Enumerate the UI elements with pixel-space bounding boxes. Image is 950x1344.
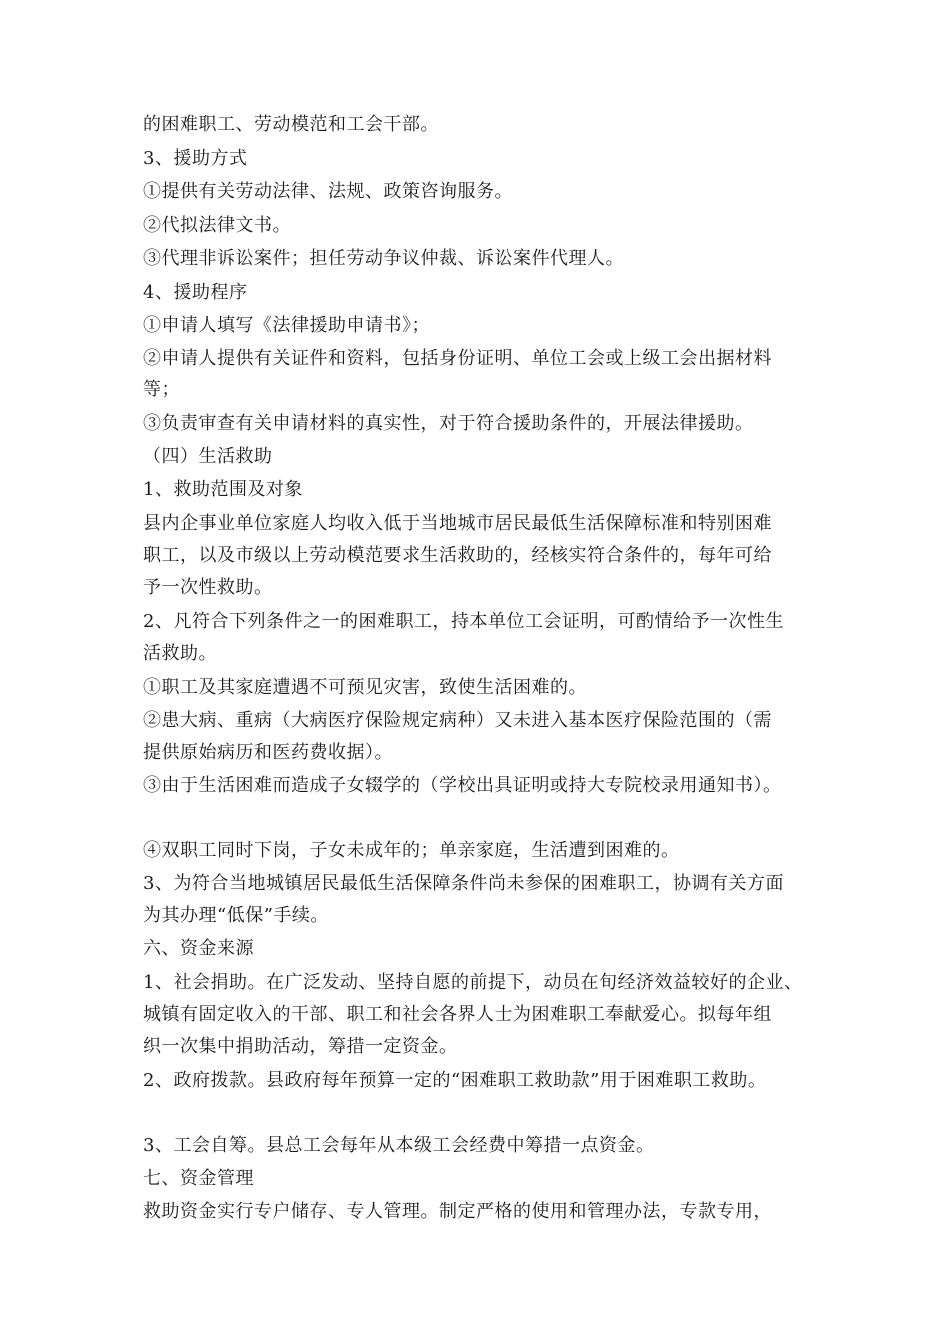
text-line: 的困难职工、劳动模范和工会干部。 [143, 114, 439, 135]
text-line: 2、凡符合下列条件之一的困难职工，持本单位工会证明，可酌情给予一次性生 [143, 611, 784, 632]
text-line: 1、社会捐助。在广泛发动、坚持自愿的前提下，动员在旬经济效益较好的企业、 [143, 972, 803, 993]
list-item: ③代理非诉讼案件；担任劳动争议仲裁、诉讼案件代理人。 [143, 248, 624, 269]
list-item: ②患大病、重病（大病医疗保险规定病种）又未进入基本医疗保险范围的（需 [143, 710, 772, 731]
text-line: 2、政府拨款。县政府每年预算一定的“困难职工救助款”用于困难职工救助。 [143, 1070, 767, 1091]
text-line: 县内企事业单位家庭人均收入低于当地城市居民最低生活保障标准和特别困难 [143, 513, 772, 534]
text-line: 为其办理“低保”手续。 [143, 905, 329, 926]
list-item: ②申请人提供有关证件和资料，包括身份证明、单位工会或上级工会出据材料 [143, 348, 772, 369]
section-heading: 七、资金管理 [143, 1168, 254, 1189]
text-line: 职工，以及市级以上劳动模范要求生活救助的，经核实符合条件的，每年可给 [143, 545, 772, 566]
list-item: ①职工及其家庭遭遇不可预见灾害，致使生活困难的。 [143, 677, 587, 698]
text-line: 织一次集中捐助活动，筹措一定资金。 [143, 1036, 458, 1057]
text-line: 活救助。 [143, 643, 217, 664]
text-line: 等； [143, 379, 180, 400]
list-item: ①提供有关劳动法律、法规、政策咨询服务。 [143, 181, 513, 202]
section-heading: 4、援助程序 [143, 282, 248, 303]
section-heading: 六、资金来源 [143, 938, 254, 959]
section-heading: 3、援助方式 [143, 148, 248, 169]
list-item: ③负责审查有关申请材料的真实性，对于符合援助条件的，开展法律援助。 [143, 413, 754, 434]
list-item: ③由于生活困难而造成子女辍学的（学校出具证明或持大专院校录用通知书）。 [143, 775, 782, 796]
text-line: 予一次性救助。 [143, 577, 273, 598]
section-heading: （四）生活救助 [143, 446, 273, 467]
list-item: ②代拟法律文书。 [143, 215, 291, 236]
text-line: 提供原始病历和医药费收据）。 [143, 742, 393, 763]
list-item: ①申请人填写《法律援助申请书》； [143, 315, 430, 336]
list-item: ④双职工同时下岗，子女未成年的；单亲家庭，生活遭到困难的。 [143, 840, 680, 861]
text-line: 城镇有固定收入的干部、职工和社会各界人士为困难职工奉献爱心。拟每年组 [143, 1004, 772, 1025]
section-heading: 1、救助范围及对象 [143, 479, 303, 500]
text-line: 救助资金实行专户储存、专人管理。制定严格的使用和管理办法，专款专用， [143, 1201, 772, 1222]
text-line: 3、为符合当地城镇居民最低生活保障条件尚未参保的困难职工，协调有关方面 [143, 873, 784, 894]
text-line: 3、工会自筹。县总工会每年从本级工会经费中筹措一点资金。 [143, 1135, 655, 1156]
